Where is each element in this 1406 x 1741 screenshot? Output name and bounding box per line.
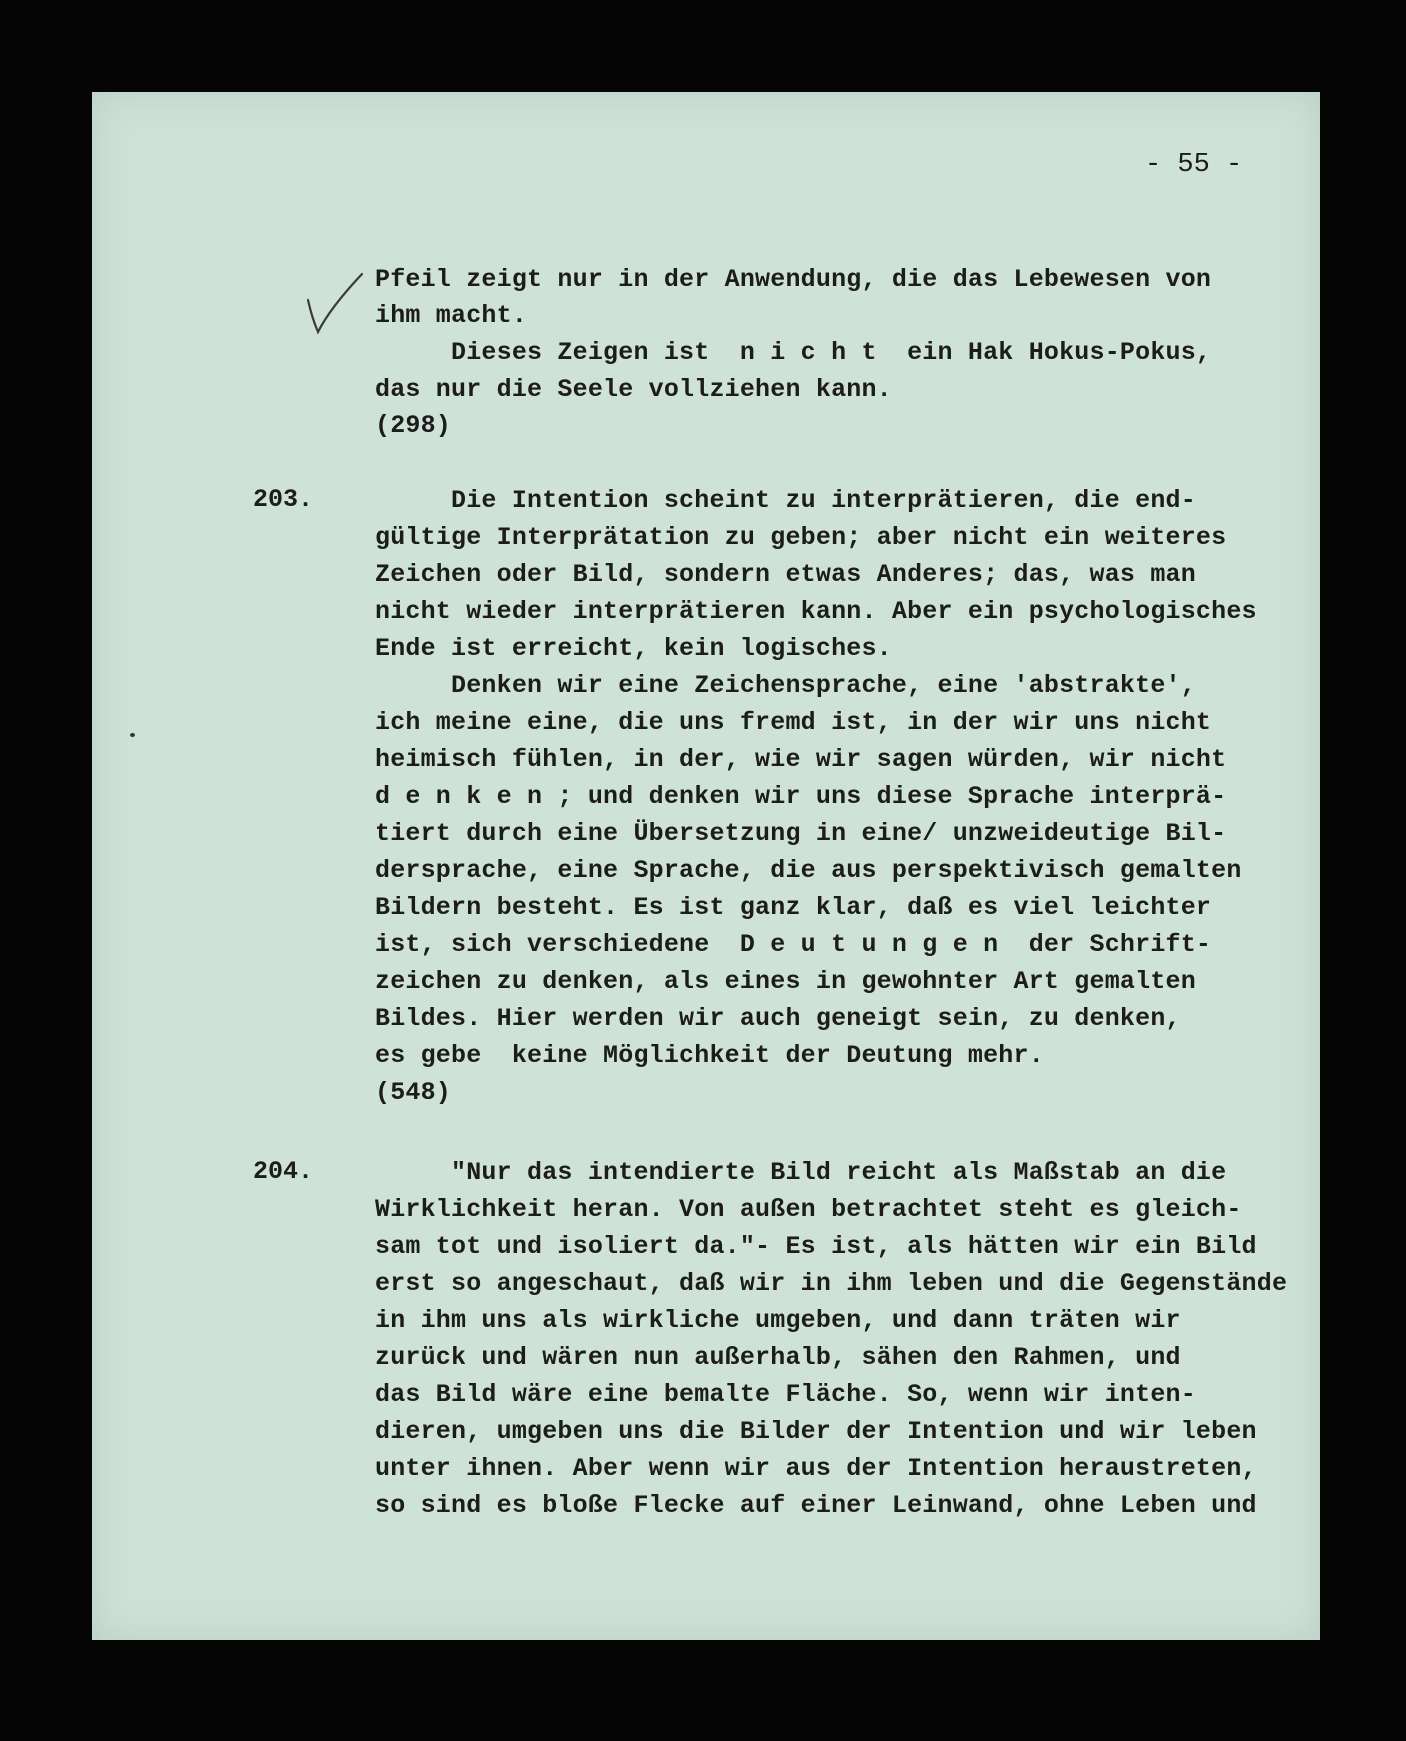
- text-line: sam tot und isoliert da."- Es ist, als hätten wir ein Bild: [375, 1232, 1257, 1261]
- text-line: in ihm uns als wirkliche umgeben, und dann träten wir: [375, 1306, 1181, 1335]
- text-line: zeichen zu denken, als eines in gewohnter Art gemalten: [375, 967, 1196, 996]
- text-line: Denken wir eine Zeichensprache, eine 'abstrakte',: [375, 671, 1196, 700]
- text-line: Pfeil zeigt nur in der Anwendung, die das Lebewesen von: [375, 265, 1212, 294]
- text-line: "Nur das intendierte Bild reicht als Maßstab an die: [375, 1158, 1227, 1187]
- text-line: ich meine eine, die uns fremd ist, in der wir uns nicht: [375, 708, 1212, 737]
- text-line: Dieses Zeigen ist n i c h t ein Hak Hokus-Pokus,: [375, 338, 1212, 367]
- text-line: dieren, umgeben uns die Bilder der Intention und wir leben: [375, 1417, 1257, 1446]
- text-line: unter ihnen. Aber wenn wir aus der Intention heraustreten,: [375, 1454, 1257, 1483]
- text-line: Ende ist erreicht, kein logisches.: [375, 634, 892, 663]
- page-number: - 55 -: [1145, 150, 1243, 180]
- text-line: heimisch fühlen, in der, wie wir sagen würden, wir nicht: [375, 745, 1227, 774]
- ink-speck: [130, 733, 135, 737]
- text-line: d e n k e n ; und denken wir uns diese Sprache interprä-: [375, 782, 1227, 811]
- text-line: so sind es bloße Flecke auf einer Leinwand, ohne Leben und: [375, 1491, 1257, 1520]
- text-line: erst so angeschaut, daß wir in ihm leben und die Gegenstände: [375, 1269, 1288, 1298]
- text-line: zurück und wären nun außerhalb, sähen den Rahmen, und: [375, 1343, 1181, 1372]
- text-line: Zeichen oder Bild, sondern etwas Anderes; das, was man: [375, 560, 1196, 589]
- text-line: Wirklichkeit heran. Von außen betrachtet steht es gleich-: [375, 1195, 1242, 1224]
- text-line: (298): [375, 411, 452, 440]
- text-line: tiert durch eine Übersetzung in eine/ unzweideutige Bil-: [375, 819, 1227, 848]
- text-line: (548): [375, 1078, 452, 1107]
- text-line: ist, sich verschiedene D e u t u n g e n der Schrift-: [375, 930, 1212, 959]
- text-line: gültige Interprätation zu geben; aber nicht ein weiteres: [375, 523, 1227, 552]
- text-line: ihm macht.: [375, 301, 528, 330]
- text-line: Bildes. Hier werden wir auch geneigt sein, zu denken,: [375, 1004, 1181, 1033]
- text-line: das Bild wäre eine bemalte Fläche. So, wenn wir inten-: [375, 1380, 1196, 1409]
- text-line: Bildern besteht. Es ist ganz klar, daß es viel leichter: [375, 893, 1212, 922]
- section-number: 204.: [253, 1157, 314, 1186]
- text-line: dersprache, eine Sprache, die aus perspektivisch gemalten: [375, 856, 1242, 885]
- text-line: das nur die Seele vollziehen kann.: [375, 375, 892, 404]
- section-number: 203.: [253, 485, 314, 514]
- text-line: es gebe keine Möglichkeit der Deutung mehr.: [375, 1041, 1044, 1070]
- text-line: nicht wieder interprätieren kann. Aber ein psychologisches: [375, 597, 1257, 626]
- text-line: Die Intention scheint zu interprätieren, die end-: [375, 486, 1196, 515]
- check-mark-icon: [300, 270, 380, 350]
